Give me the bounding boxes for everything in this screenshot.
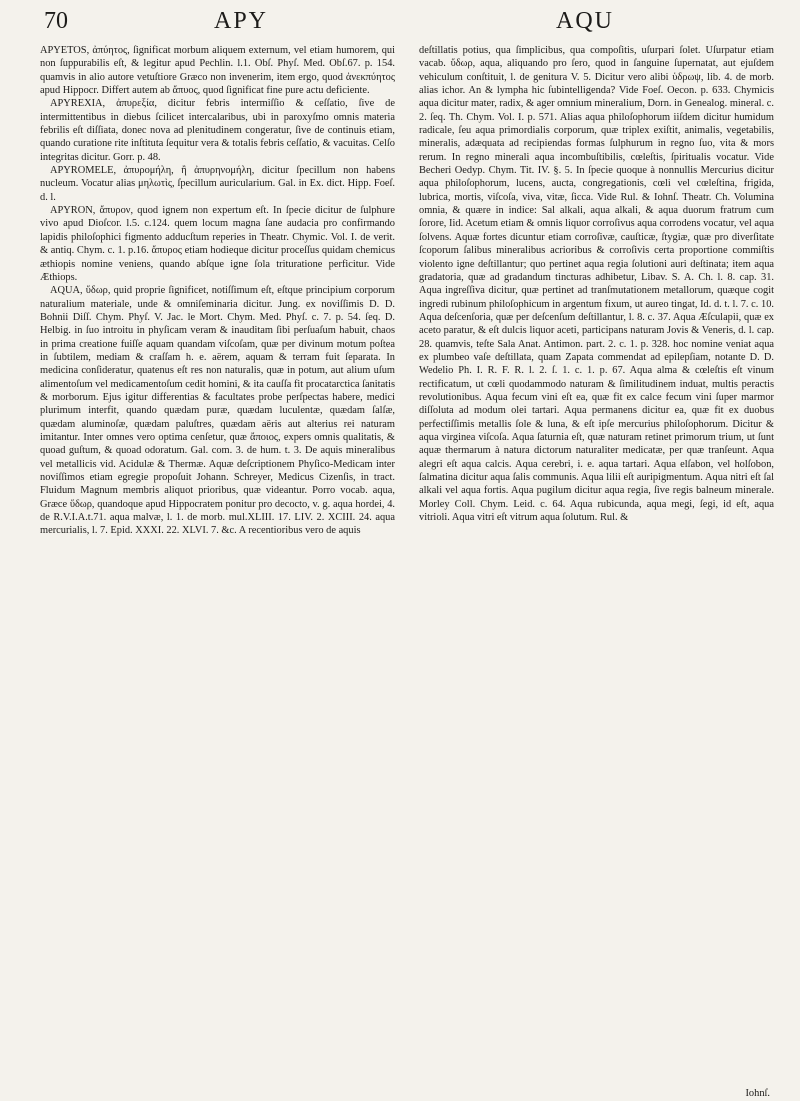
left-column <box>40 44 395 1093</box>
catchword: Iohnſ. <box>745 1088 770 1099</box>
text-columns <box>40 44 774 1093</box>
entry-aqua: AQUA, ὕδωρ, quid proprie ſignificet, notiſſimum eſt, eſtque principium corporum naturalium materiale, unde & omniſeminaria dicitur. Jung. ex noviſſimis D. D. Bohnii Diſſ. Chym. Phyſ. V. Jac. le Mort. Chym. Med. Phyſ. c. 7. p. 54. ſeq. D. Helbig. in ſuo introitu in phyſicam veram & inauditam ſibi perſuaſum habuit, chaos in prima creatione fuiſſe aquam quandam viſcoſam, quæ per divinum motum poſtea in ſubtilem, mediam & craſſam h. e. aërem, aquam & terram fuit ſeparata. In medicina conſideratur, quatenus eſt res non naturalis, quæ in potum, aut alium uſum alimentoſum vel medicamentoſum cedit homini, & ita cauſſa fit procatarctica ſanitatis & morborum. Ejus igitur differentias & facultates probe perſpectas habere, medici plurimum interfit, quando quædam puræ, quædam luculentæ, quædam ſalſæ, quædam aluminoſæ, quædam paluſtres, quædam aëris aut alterius rei naturam imitantur. Inter omnes vero optima cenſetur, quæ ἄποιος, expers omnis qualitatis, & quoad guſtum, & quoad odoratum. Gal. com. 3. de hum. t. 3. De aquis mineralibus vel metallicis vid. Acidulæ & Thermæ. Aquæ deſcriptionem Phyſico-Medicam inter noviſſimos etiam egregie propoſuit Johann. Schreyer, Medicus Cizenſis, in tract. Fluidum Magnum membris aliquot prioribus, quæ videantur. Porro vocab. aqua, Græce ὕδωρ, quandoque apud Hippocratem ponitur pro decocto, v. g. aqua hordei, 4. de R.V.I.A.t.71. aqua malvæ, l. 1. de morb. mul.XLIII. 17. LIV. 2. XCIII. 24. aqua mercurialis, l. 7. Epid. XXXI. 22. XLVI. 7. &c. A recentioribus vero de aquis <box>40 285 395 537</box>
entry-apyetos: APYETOS, ἀπύητος, ſignificat morbum aliquem externum, vel etiam humorem, qui non ſuppurabilis eſt, & legitur apud Pechlin. l.1. Obſ. Phyſ. Med. Obſ.67. p. 154. quamvis in alio autore vetuſtiore Græco non invenerim, item ergo, quod ἀνεκπύητος apud Hippocr. Differt autem ab ἄπυος, quod ſignificat fine pure actu deficiente. <box>40 45 395 97</box>
running-head-right: AQU <box>556 8 614 34</box>
running-head <box>44 6 766 36</box>
entry-apyrexia: APYREXIA, ἀπυρεξία, dicitur febris intermiſſio & ceſſatio, ſive de intermittentibus in diebus ſcilicet intercalaribus, ubi in paroxyſmo omnis materia febrilis eſt diſſiata, donec nova ad plenitudinem congeratur, ſive de continuis etiam, quando curatione rite inſtituta ſequitur vera & totalis febris ceſſatio, & vacuitas. Celſo integritas dicitur. Gorr. p. 48. <box>40 98 395 163</box>
page-number: 70 <box>44 8 68 34</box>
entry-apyromele: APYROMELE, ἀπυρομήλη, ἢ ἀπυρηνομήλη, dicitur ſpecillum non habens nucleum. Vocatur alias μηλωτὶς, ſpecillum auricularium. Gal. in Ex. dict. Hipp. Foeſ. d. l. <box>40 165 395 203</box>
entry-apyron: APYRON, ἄπυρον, quod ignem non expertum eſt. In ſpecie dicitur de ſulphure vivo apud Dioſcor. l.5. c.124. quem locum magna ſane audacia pro confirmando lapidis philoſophici figmento adducſtum reperies in Theatr. Chymic. Vol. I. de verit. & antiq. Chym. c. 1. p.16. ἄπυρος etiam hodieque dicitur proceſſus quidam chemicus æthiopis nomine veniens, quando abſque igne ſola trituratione perficitur. Vide Æthiops. <box>40 205 395 283</box>
right-column <box>419 44 774 1093</box>
running-head-left: APY <box>214 8 269 34</box>
entry-aqua-continued: deſtillatis potius, qua ſimplicibus, qua compoſitis, uſurpari ſolet. Uſurpatur etiam vacab. ὕδωρ, aqua, aliquando pro ſero, quod in ſanguine ſupernatat, aut ejuſdem vehiculum conſtituit, l. de genitura V. 5. Dicitur vero alibi ὑδρωψ, lib. 4. de morb. alias ichor. An & lympha hic ſubintelligenda? Vide Foeſ. Oecon. p. 633. Chymicis aqua dicitur mater, radix, & ager omnium mineralium, Dorn. in Genealog. mineral. c. 2. ſeq. Th. Chym. Vol. I. p. 571. Alias aqua philoſophorum iiſdem dicitur humidum radicale, ſeu aqua primordialis corporum, quæ triplex exiſtit, animalis, vegetabilis, mineralis, adæquata ad recipiendas formas ſulphurum in regno ſuo, vita & mors rerum. In regno minerali aqua incombuſtibilis, cœleſtis, ſpiritualis vocatur. Vide Becheri Oedyp. Chym. Tit. IV. §. 5. In ſpecie quoque à nonnullis Mercurius dicitur aqua philoſophorum, lucens, aucta, congregationis, cœli vel cœleſtina, frigida, lubrica, mortis, viſcoſa, viva, vitæ, ſicca. Vide Rul. & Iohnſ. Theatr. Ch. Volumina omnia, & quære in indice: Sal alkali, aqua alkali, & aqua duorum fratrum cum ſorore, Iid. Acetum etiam & omnis liquor corroſivus aqua corrodens vocatur, vel aqua ſolvens. Aquæ fortes dicuntur etiam corroſivæ, cauſticæ, ſtygiæ, quæ pro diverſitate ſcoporum ſalibus mineralibus acrioribus & corroſivis certa proportione commiſtis violento igne deſtillantur; quo pertinet aqua regia ſolutioni auri deſtinata; item aqua gradatoria, quæ ad gradandum tincturas adhibetur, Libav. S. A. Ch. l. 8. cap. 31. Aqua ingreſſiva dicitur, quæ pertinet ad tranſmutationem metallorum, quæque cogit ingredi rubinum philoſophicum in argentum fixum, ut aureo tingat, Id. d. t. l. 7. c. 10. Aqua deſcenſoria, quæ per deſcenſum deſtillantur, l. 8. c. 37. Aqua Æſculapii, quæ ex aceto paratur, & eſt dulcis liquor aceti, participans naturam Jovis & Veneris, d. l. cap. 28. quamvis, teſte Sala Anat. Antimon. part. 2. c. 1. p. 328. hoc nomine veniat aqua ex plumbeo vaſe deſtillata, quam Zapata commendat ad epilepſiam, notante D. D. Wedelio Ph. I. R. F. R. l. 2. ſ. 1. c. 1. p. 67. Aqua alma & cœleſtis eſt vinum rectificatum, ut cœli quodammodo naturam & ſimilitudinem induat, multis peractis revolutionibus. Aqua fecum vini eſt ea, quæ fit ex calce fecum vini ſuper marmor diſſoluta ad modum olei tartari. Aqua permanens dicitur ea, quæ fit ex duobus perfectiſſimis metallis ſole & luna, & eſt ipſe mercurius philoſophorum. Dicitur & aqua virginea viſcoſa. Aqua ſaturnia eſt, quæ naturam retinet primorum trium, ut ſunt aquæ thermarum à natura dictorum naturaliter medicatæ, per quæ tranſeunt. Aqua alegri eſt aqua calcis. Aqua cerebri, i. e. aqua tartari. Aqua elſabon, vel holſobon, ſalmatina dicitur aqua ſalis communis. Aqua lilii eſt auripigmentum. Aqua nitri eſt ſal alkali vel aqua fortis. Aqua pugilum dicitur aqua regia, ſive regis balneum minerale. Morley Coll. Chym. Leid. c. 64. Aqua rubicunda, aqua megi, ſegi, id eſt, aqua vitrioli. Aqua vitri eſt vitrum aqua ſolutum. Rul. & <box>419 45 774 524</box>
